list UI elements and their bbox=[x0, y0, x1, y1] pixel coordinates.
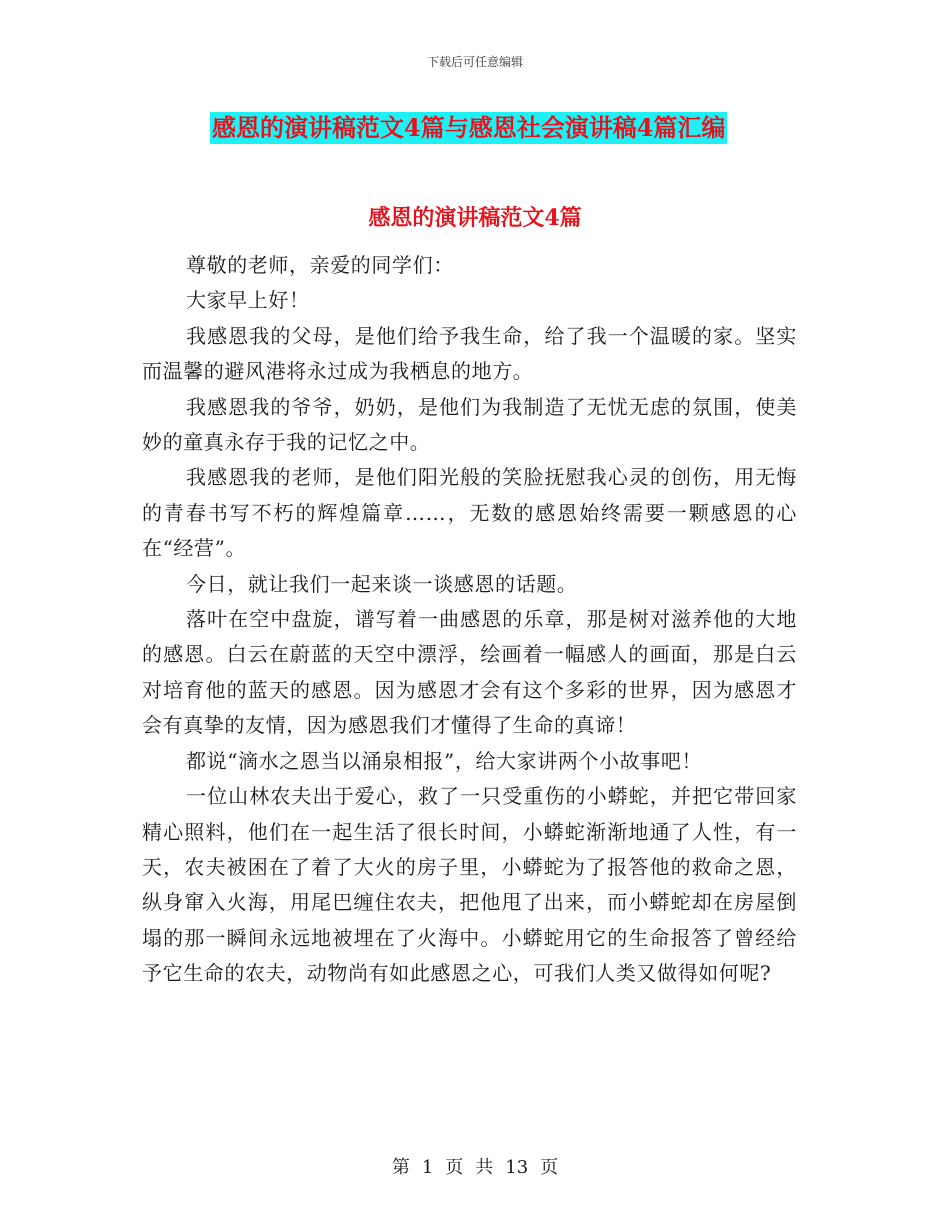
paragraph: 今日，就让我们一起来谈一谈感恩的话题。 bbox=[186, 571, 578, 596]
paragraph: 我感恩我的父母，是他们给予我生命，给了我一个温暖的家。坚实而温馨的避风港将永过成为我栖息的地方。 bbox=[142, 323, 797, 384]
footer-prefix: 第 bbox=[391, 1157, 410, 1178]
paragraph: 我感恩我的爷爷，奶奶，是他们为我制造了无忧无虑的氛围，使美妙的童真永存于我的记忆之中。 bbox=[142, 394, 797, 455]
footer-page-number: 1 bbox=[421, 1157, 434, 1178]
page-footer bbox=[0, 1153, 950, 1179]
document-body bbox=[142, 248, 797, 992]
header-note: 下载后可任意编辑 bbox=[426, 55, 523, 69]
footer-total-label: 共 bbox=[475, 1157, 494, 1178]
paragraph: 一位山林农夫出于爱心，救了一只受重伤的小蟒蛇，并把它带回家精心照料，他们在一起生活了很长时间，小蟒蛇渐渐地通了人性，有一天，农夫被困在了着了大火的房子里，小蟒蛇为了报答他的救命之恩，纵身窜入火海，用尾巴缠住农夫，把他甩了出来，而小蟒蛇却在房屋倒塌的那一瞬间永远地被埋在了火海中。小蟒蛇用它的生命报答了曾经给予它生命的农夫，动物尚有如此感恩之心，可我们人类又做得如何呢? bbox=[142, 784, 797, 986]
footer-page-label: 页 bbox=[445, 1157, 464, 1178]
paragraph: 尊敬的老师，亲爱的同学们： bbox=[186, 253, 454, 277]
document-title: 感恩的演讲稿范文4篇与感恩社会演讲稿4篇汇编 bbox=[212, 113, 726, 142]
footer-suffix: 页 bbox=[540, 1157, 559, 1178]
paragraph: 大家早上好！ bbox=[186, 288, 310, 313]
paragraph: 我感恩我的老师，是他们阳光般的笑脸抚慰我心灵的创伤，用无悔的青春书写不朽的辉煌篇章……，无数的感恩始终需要一颗感恩的心在“经营”。 bbox=[142, 465, 797, 561]
paragraph: 落叶在空中盘旋，谱写着一曲感恩的乐章，那是树对滋养他的大地的感恩。白云在蔚蓝的天空中漂浮，绘画着一幅感人的画面，那是白云对培育他的蓝天的感恩。因为感恩才会有这个多彩的世界，因为感恩才会有真挚的友情，因为感恩我们才懂得了生命的真谛！ bbox=[142, 607, 797, 738]
section-title: 感恩的演讲稿范文4篇 bbox=[368, 205, 582, 231]
paragraph: 都说“滴水之恩当以涌泉相报”，给大家讲两个小故事吧！ bbox=[186, 748, 703, 773]
footer-total-pages: 13 bbox=[505, 1157, 529, 1178]
